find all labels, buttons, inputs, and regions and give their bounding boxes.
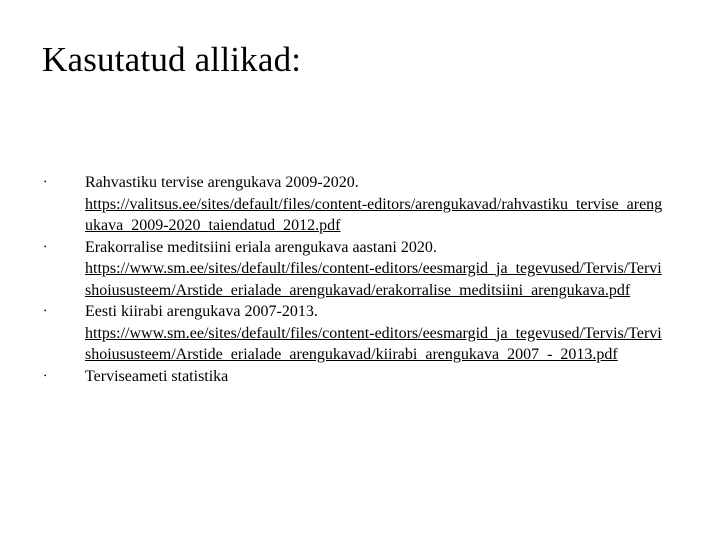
bullet-icon: •: [44, 307, 47, 315]
source-item-eesti-kiirabi: [0, 301, 665, 366]
source-link[interactable]: https://www.sm.ee/sites/default/files/content-editors/eesmargid_ja_tegevused/Tervis/Tervishoiususteem/Arstide_erialade_arengukavad/kiirabi_arengukava_2007_-_2013.pdf: [85, 324, 662, 363]
source-item-rahvastiku-tervise: [0, 172, 665, 237]
bullet-icon: •: [44, 178, 47, 186]
source-title: Eesti kiirabi arengukava 2007-2013.: [85, 303, 318, 320]
sources-list: [0, 172, 709, 387]
source-item-terviseameti-statistika: [0, 366, 665, 388]
bullet-icon: •: [44, 371, 47, 380]
bullet-icon: •: [44, 242, 47, 251]
source-title: Terviseameti statistika: [85, 367, 229, 385]
source-item-erakorralise-meditsiini: [0, 237, 665, 302]
source-title: Rahvastiku tervise arengukava 2009-2020.: [85, 174, 359, 191]
source-link[interactable]: https://valitsus.ee/sites/default/files/content-editors/arengukavad/rahvastiku_tervise_arengukava_2009-2020_taiendatud_2012.pdf: [85, 195, 663, 234]
source-title: Erakorralise meditsiini eriala arengukava aastani 2020.: [85, 238, 437, 256]
slide-title: Kasutatud allikad:: [42, 40, 302, 79]
source-link[interactable]: https://www.sm.ee/sites/default/files/content-editors/eesmargid_ja_tegevused/Tervis/Tervishoiususteem/Arstide_erialade_arengukavad/erakorralise_meditsiini_arengukava.pdf: [85, 260, 662, 299]
